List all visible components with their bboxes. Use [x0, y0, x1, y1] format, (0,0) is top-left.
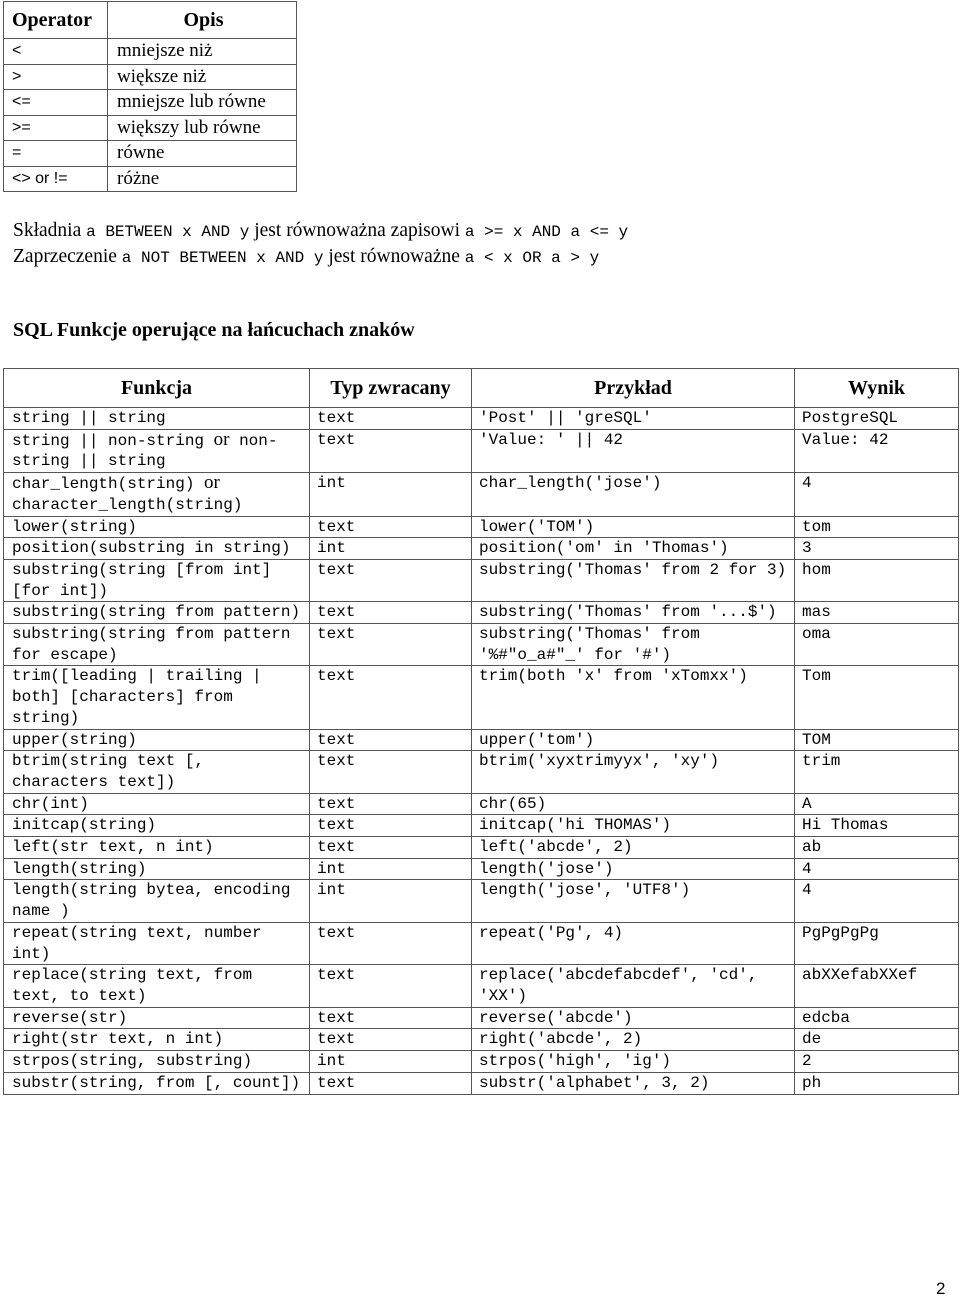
table-row	[4, 559, 959, 601]
table-row	[4, 858, 959, 880]
table-row	[4, 815, 959, 837]
syntax-text: jest równoważne	[323, 246, 465, 267]
description-cell: różne	[108, 166, 297, 192]
result-cell: 3	[795, 538, 959, 560]
function-cell: substr(string, from [, count])	[4, 1072, 310, 1094]
result-cell: 4	[795, 880, 959, 922]
syntax-text: Składnia	[13, 220, 87, 241]
return-type-cell: int	[310, 1051, 472, 1073]
operator-cell: >	[4, 64, 108, 90]
function-cell: reverse(str)	[4, 1007, 310, 1029]
result-cell: hom	[795, 559, 959, 601]
or-word: or	[213, 428, 230, 450]
table-row	[4, 516, 959, 538]
function-cell: position(substring in string)	[4, 538, 310, 560]
operators-table	[3, 1, 297, 192]
table-row	[4, 39, 297, 65]
table-row	[4, 473, 959, 516]
return-type-cell: text	[310, 922, 472, 964]
result-cell: 2	[795, 1051, 959, 1073]
function-cell: substring(string from pattern for escape)	[4, 624, 310, 666]
table-row	[4, 793, 959, 815]
return-type-cell: text	[310, 1007, 472, 1029]
table-row	[4, 64, 297, 90]
result-cell: mas	[795, 602, 959, 624]
result-cell: ab	[795, 837, 959, 859]
function-cell: substring(string from pattern)	[4, 602, 310, 624]
return-type-cell: text	[310, 729, 472, 751]
result-cell: tom	[795, 516, 959, 538]
table-row	[4, 666, 959, 729]
return-type-cell: text	[310, 751, 472, 793]
function-part: character_length(string)	[12, 495, 243, 514]
string-functions-table	[3, 368, 959, 1095]
or-word: or	[204, 472, 220, 494]
example-cell: btrim('xyxtrimyyx', 'xy')	[472, 751, 795, 793]
table-row	[4, 1007, 959, 1029]
return-type-cell: text	[310, 793, 472, 815]
header-wynik: Wynik	[795, 369, 959, 408]
function-cell: initcap(string)	[4, 815, 310, 837]
function-part: string || non-string	[12, 431, 205, 450]
function-cell: replace(string text, from text, to text)	[4, 965, 310, 1007]
example-cell: substring('Thomas' from '%#"o_a#"_' for '#')	[472, 624, 795, 666]
result-cell: edcba	[795, 1007, 959, 1029]
function-cell: right(str text, n int)	[4, 1029, 310, 1051]
return-type-cell: text	[310, 516, 472, 538]
table-row	[4, 965, 959, 1007]
syntax-code: a NOT BETWEEN x AND y	[121, 249, 324, 267]
return-type-cell: text	[310, 1029, 472, 1051]
functions-table-body	[4, 408, 959, 1095]
result-cell: TOM	[795, 729, 959, 751]
section-title: SQL Funkcje operujące na łańcuchach znaków	[13, 319, 415, 341]
example-cell: length('jose')	[472, 858, 795, 880]
example-cell: right('abcde', 2)	[472, 1029, 795, 1051]
result-cell: Value: 42	[795, 429, 959, 472]
syntax-code: a < x OR a > y	[464, 249, 600, 267]
result-cell: trim	[795, 751, 959, 793]
function-cell	[4, 429, 310, 472]
description-cell: mniejsze niż	[108, 39, 297, 65]
table-row	[4, 1072, 959, 1094]
return-type-cell: int	[310, 880, 472, 922]
example-cell: upper('tom')	[472, 729, 795, 751]
syntax-code: a >= x AND a <= y	[464, 223, 629, 241]
result-cell: Tom	[795, 666, 959, 729]
example-cell: char_length('jose')	[472, 473, 795, 516]
header-przyklad: Przykład	[472, 369, 795, 408]
example-cell: 'Value: ' || 42	[472, 429, 795, 472]
return-type-cell: text	[310, 815, 472, 837]
syntax-text: Zaprzeczenie	[13, 246, 122, 267]
table-row	[4, 922, 959, 964]
return-type-cell: text	[310, 666, 472, 729]
table-row	[4, 538, 959, 560]
result-cell: ph	[795, 1072, 959, 1094]
description-cell: większe niż	[108, 64, 297, 90]
example-cell: position('om' in 'Thomas')	[472, 538, 795, 560]
table-row	[4, 408, 959, 430]
table-row	[4, 1029, 959, 1051]
table-row	[4, 90, 297, 116]
function-cell: chr(int)	[4, 793, 310, 815]
example-cell: trim(both 'x' from 'xTomxx')	[472, 666, 795, 729]
return-type-cell: int	[310, 858, 472, 880]
header-funkcja: Funkcja	[4, 369, 310, 408]
example-cell: lower('TOM')	[472, 516, 795, 538]
operator-cell: <=	[4, 90, 108, 116]
result-cell: PgPgPgPg	[795, 922, 959, 964]
table-row	[4, 115, 297, 141]
functions-header-row	[4, 369, 959, 408]
table-row	[4, 141, 297, 167]
example-cell: repeat('Pg', 4)	[472, 922, 795, 964]
function-cell: substring(string [from int] [for int])	[4, 559, 310, 601]
example-cell: strpos('high', 'ig')	[472, 1051, 795, 1073]
result-cell: 4	[795, 473, 959, 516]
result-cell: abXXefabXXef	[795, 965, 959, 1007]
table-row	[4, 880, 959, 922]
function-part: non-string || string	[12, 431, 278, 471]
result-cell: PostgreSQL	[795, 408, 959, 430]
function-cell: string || string	[4, 408, 310, 430]
syntax-text: jest równoważna zapisowi	[249, 220, 465, 241]
page-number: 2	[936, 1279, 946, 1298]
operator-cell: <	[4, 39, 108, 65]
operators-header-row	[4, 2, 297, 39]
example-cell: replace('abcdefabcdef', 'cd', 'XX')	[472, 965, 795, 1007]
table-row	[4, 729, 959, 751]
example-cell: left('abcde', 2)	[472, 837, 795, 859]
return-type-cell: text	[310, 429, 472, 472]
example-cell: chr(65)	[472, 793, 795, 815]
function-cell: strpos(string, substring)	[4, 1051, 310, 1073]
table-row	[4, 837, 959, 859]
return-type-cell: text	[310, 1072, 472, 1094]
return-type-cell: text	[310, 837, 472, 859]
example-cell: substring('Thomas' from '...$')	[472, 602, 795, 624]
description-cell: mniejsze lub równe	[108, 90, 297, 116]
return-type-cell: text	[310, 559, 472, 601]
function-part: char_length(string)	[12, 475, 195, 494]
operator-cell: <> or !=	[4, 166, 108, 192]
between-syntax-line	[13, 220, 628, 243]
function-cell	[4, 473, 310, 516]
syntax-code: a BETWEEN x AND y	[86, 223, 250, 241]
not-between-syntax-line	[13, 246, 599, 269]
function-cell: repeat(string text, number int)	[4, 922, 310, 964]
return-type-cell: int	[310, 538, 472, 560]
header-operator: Operator	[4, 2, 108, 39]
example-cell: initcap('hi THOMAS')	[472, 815, 795, 837]
return-type-cell: int	[310, 473, 472, 516]
example-cell: substring('Thomas' from 2 for 3)	[472, 559, 795, 601]
function-cell: lower(string)	[4, 516, 310, 538]
return-type-cell: text	[310, 408, 472, 430]
operator-cell: >=	[4, 115, 108, 141]
operator-cell: =	[4, 141, 108, 167]
table-row	[4, 602, 959, 624]
function-cell: btrim(string text [, characters text])	[4, 751, 310, 793]
function-cell: upper(string)	[4, 729, 310, 751]
example-cell: reverse('abcde')	[472, 1007, 795, 1029]
table-row	[4, 624, 959, 666]
function-cell: trim([leading | trailing | both] [characters] from string)	[4, 666, 310, 729]
return-type-cell: text	[310, 602, 472, 624]
result-cell: A	[795, 793, 959, 815]
example-cell: length('jose', 'UTF8')	[472, 880, 795, 922]
function-cell: left(str text, n int)	[4, 837, 310, 859]
result-cell: 4	[795, 858, 959, 880]
return-type-cell: text	[310, 624, 472, 666]
header-opis: Opis	[108, 2, 297, 39]
result-cell: de	[795, 1029, 959, 1051]
function-cell: length(string)	[4, 858, 310, 880]
table-row	[4, 1051, 959, 1073]
description-cell: równe	[108, 141, 297, 167]
table-row	[4, 429, 959, 472]
table-row	[4, 751, 959, 793]
table-row	[4, 166, 297, 192]
result-cell: Hi Thomas	[795, 815, 959, 837]
return-type-cell: text	[310, 965, 472, 1007]
example-cell: 'Post' || 'greSQL'	[472, 408, 795, 430]
header-typ-zwracany: Typ zwracany	[310, 369, 472, 408]
function-cell: length(string bytea, encoding name )	[4, 880, 310, 922]
example-cell: substr('alphabet', 3, 2)	[472, 1072, 795, 1094]
description-cell: większy lub równe	[108, 115, 297, 141]
result-cell: oma	[795, 624, 959, 666]
